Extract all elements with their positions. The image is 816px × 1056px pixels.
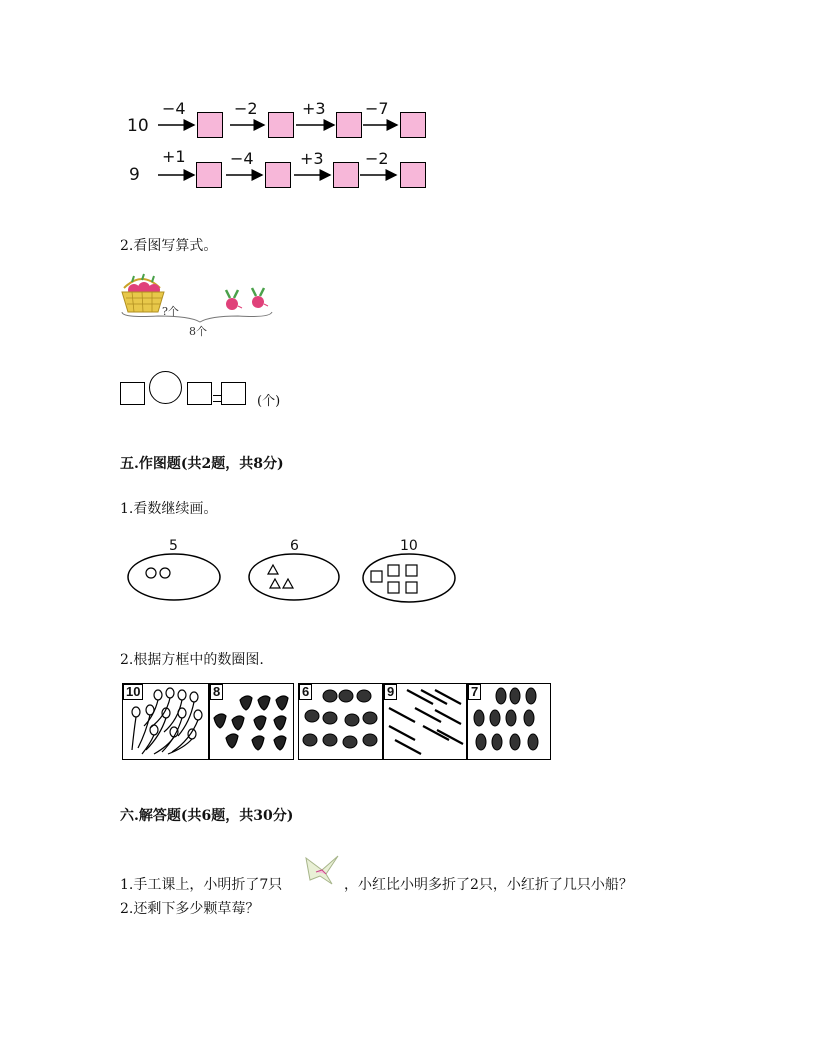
cabbage-icon bbox=[363, 712, 377, 724]
triangle-icon bbox=[268, 565, 278, 574]
section-6-q1-part2: ，小红比小明多折了2只，小红折了几只小船？ bbox=[344, 877, 633, 893]
radish-icon bbox=[226, 290, 242, 310]
balloons-cell[interactable] bbox=[124, 686, 208, 758]
chain-op: +3 bbox=[300, 149, 324, 168]
strawberry-icon bbox=[252, 736, 264, 750]
ellipse-frame[interactable] bbox=[247, 553, 343, 603]
chain-op: −2 bbox=[365, 149, 389, 168]
corn-icon bbox=[476, 734, 486, 750]
pencil-icon bbox=[435, 690, 461, 704]
radish-icon bbox=[252, 288, 268, 308]
corn-icon bbox=[510, 734, 520, 750]
pencils-cell[interactable] bbox=[385, 686, 465, 758]
ellipse-frame[interactable] bbox=[361, 553, 457, 605]
cell-number: 6 bbox=[299, 684, 312, 700]
triangle-icon bbox=[270, 579, 280, 588]
ellipse-number: 5 bbox=[169, 538, 178, 554]
cabbage-icon bbox=[343, 736, 357, 748]
corn-icon bbox=[526, 688, 536, 704]
cabbage-icon bbox=[345, 714, 359, 726]
circle-icon bbox=[160, 568, 170, 578]
strawberry-icon bbox=[276, 696, 288, 710]
corn-icon bbox=[524, 710, 534, 726]
brace-icon bbox=[122, 312, 272, 322]
section-6-title: 六.解答题(共6题，共30分) bbox=[120, 808, 294, 824]
strawberry-icon bbox=[274, 716, 286, 730]
strawberry-icon bbox=[274, 736, 286, 750]
unit-label: (个) bbox=[257, 394, 281, 409]
chain-op: −2 bbox=[234, 99, 258, 118]
corn-icon bbox=[510, 688, 520, 704]
basket-icon bbox=[122, 274, 164, 312]
triangle-icon bbox=[283, 579, 293, 588]
cell-number: 10 bbox=[123, 684, 143, 700]
cabbage-icon bbox=[303, 734, 317, 746]
paper-crane-icon bbox=[302, 850, 342, 886]
strawberry-icon bbox=[254, 716, 266, 730]
ellipse-frame[interactable] bbox=[126, 553, 224, 603]
operator-circle[interactable] bbox=[149, 371, 182, 404]
square-icon bbox=[371, 571, 382, 582]
corn-icon bbox=[474, 710, 484, 726]
corn-icon bbox=[506, 710, 516, 726]
corn-cell[interactable] bbox=[469, 686, 549, 758]
section-6-q1-part1: 1.手工课上，小明折了7只 bbox=[120, 877, 283, 893]
strawberry-icon bbox=[232, 716, 244, 730]
strawberry-icon bbox=[258, 696, 270, 710]
equation-box[interactable] bbox=[120, 382, 145, 405]
cabbage-icon bbox=[305, 710, 319, 722]
cell-number: 7 bbox=[468, 684, 481, 700]
cabbage-icon bbox=[363, 734, 377, 746]
section-6-q2: 2.还剩下多少颗草莓？ bbox=[120, 901, 260, 917]
answer-box[interactable] bbox=[400, 162, 426, 188]
cabbage-icon bbox=[339, 690, 353, 702]
cabbage-icon bbox=[357, 690, 371, 702]
equation-box[interactable] bbox=[187, 382, 212, 405]
answer-box[interactable] bbox=[400, 112, 426, 138]
chain-arrows bbox=[150, 160, 440, 190]
ellipse-number: 10 bbox=[400, 538, 418, 554]
chain-op: −7 bbox=[365, 99, 389, 118]
strawberry-icon bbox=[226, 734, 238, 748]
corn-icon bbox=[492, 734, 502, 750]
section-5-q2: 2.根据方框中的数圈图. bbox=[120, 652, 264, 668]
chain-start: 10 bbox=[127, 116, 149, 136]
chain-op: −4 bbox=[230, 149, 254, 168]
corn-icon bbox=[528, 734, 538, 750]
cell-number: 9 bbox=[384, 684, 397, 700]
strawberry-icon bbox=[240, 696, 252, 710]
chain-op: −4 bbox=[162, 99, 186, 118]
section-5-q1: 1.看数继续画。 bbox=[120, 501, 218, 517]
corn-icon bbox=[496, 688, 506, 704]
cabbage-icon bbox=[323, 712, 337, 724]
circle-icon bbox=[146, 568, 156, 578]
answer-box[interactable] bbox=[196, 162, 222, 188]
pencil-icon bbox=[407, 690, 433, 704]
question-2-label: 2.看图写算式。 bbox=[120, 238, 218, 254]
balloon-icon bbox=[132, 707, 140, 750]
chain-op: +1 bbox=[162, 147, 186, 166]
pencil-icon bbox=[421, 690, 447, 704]
ellipse-number: 6 bbox=[290, 538, 299, 554]
answer-box[interactable] bbox=[336, 112, 362, 138]
chain-op: +3 bbox=[302, 99, 326, 118]
cabbage-icon bbox=[323, 734, 337, 746]
pencil-icon bbox=[423, 726, 449, 740]
cabbage-icon bbox=[323, 690, 337, 702]
square-icon bbox=[406, 565, 417, 576]
pencil-icon bbox=[389, 708, 415, 722]
cabbages-cell[interactable] bbox=[300, 686, 382, 758]
equation-box[interactable] bbox=[221, 382, 246, 405]
strawberries-cell[interactable] bbox=[210, 686, 294, 758]
total-label: 8个 bbox=[189, 325, 207, 338]
answer-box[interactable] bbox=[333, 162, 359, 188]
corn-icon bbox=[490, 710, 500, 726]
square-icon bbox=[388, 582, 399, 593]
answer-box[interactable] bbox=[197, 112, 223, 138]
chain-start: 9 bbox=[129, 165, 140, 185]
answer-box[interactable] bbox=[268, 112, 294, 138]
pencil-icon bbox=[389, 726, 415, 740]
section-5-title: 五.作图题(共2题，共8分) bbox=[120, 456, 284, 472]
answer-box[interactable] bbox=[265, 162, 291, 188]
strawberry-icon bbox=[214, 714, 226, 728]
square-icon bbox=[388, 565, 399, 576]
balloon-icon bbox=[178, 692, 198, 736]
cell-number: 8 bbox=[210, 684, 223, 700]
square-icon bbox=[406, 582, 417, 593]
pencil-icon bbox=[437, 730, 463, 744]
question-mark-label: ?个 bbox=[162, 305, 179, 318]
equals-sign bbox=[213, 395, 221, 402]
chain-arrows bbox=[150, 110, 440, 140]
pencil-icon bbox=[395, 740, 421, 754]
